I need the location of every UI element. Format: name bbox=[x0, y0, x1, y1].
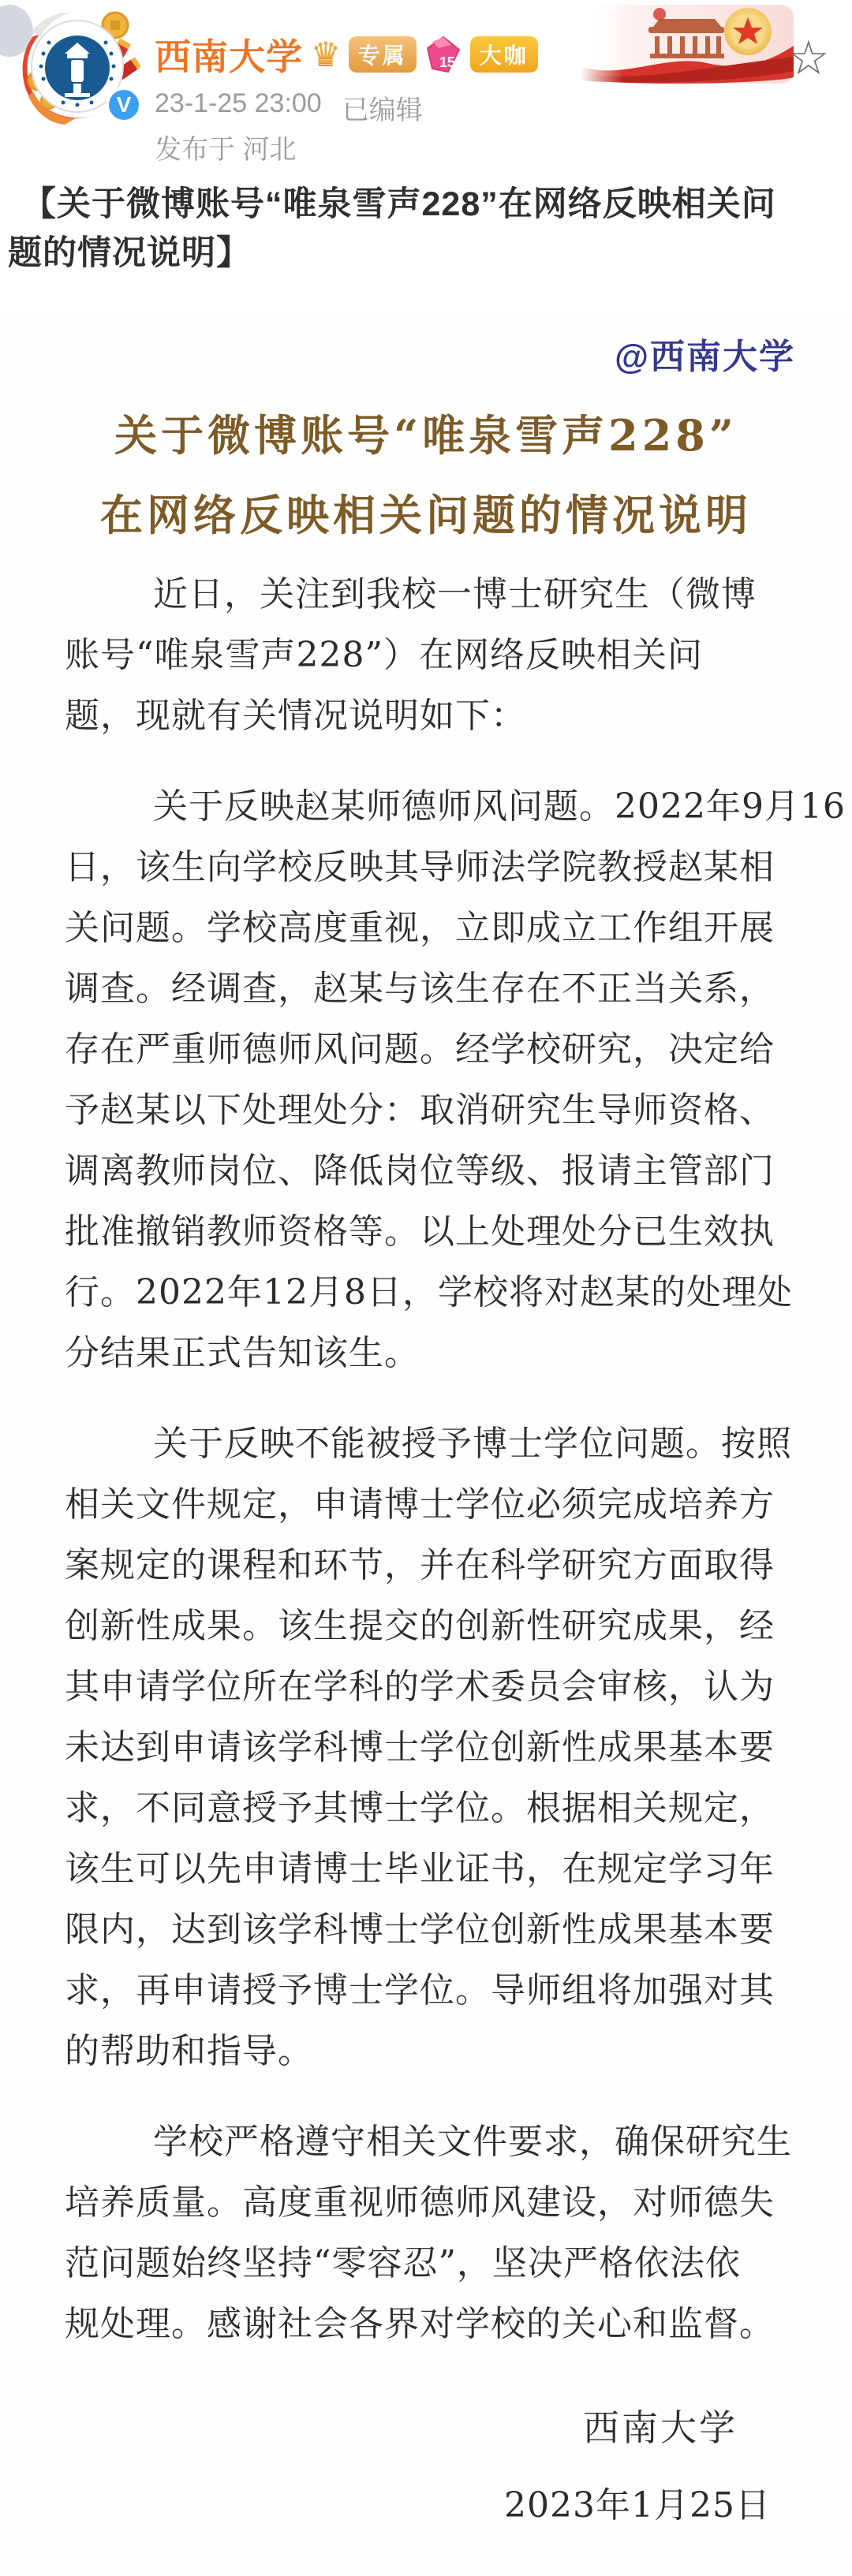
text-line: 案规定的课程和环节，并在科学研究方面取得 bbox=[65, 1545, 775, 1585]
text-line: 关于反映不能被授予博士学位问题。按照 bbox=[153, 1424, 792, 1464]
text-line: 范问题始终坚持“零容忍”，坚决严格依法依 bbox=[65, 2243, 741, 2283]
statement-paragraph bbox=[65, 1413, 792, 2081]
text-line: 在网络反映相关问题的情况说明 bbox=[100, 490, 752, 540]
statement-body bbox=[65, 564, 846, 2354]
text-line: 批准撤销教师资格等。以上处理处分已生效执 bbox=[65, 1211, 775, 1252]
post-location: 发布于 河北 bbox=[155, 135, 297, 165]
text-line: 日，该生向学校反映其导师法学院教授赵某相 bbox=[65, 847, 775, 887]
statement-date: 2023年1月25日 bbox=[504, 2485, 771, 2526]
text-line: 存在严重师德师风问题。经学校研究，决定给 bbox=[65, 1029, 775, 1070]
edited-label: 已编辑 bbox=[342, 95, 423, 125]
vip-diamond-icon bbox=[424, 35, 462, 73]
text-line: 培养质量。高度重视师德师风建设，对师德失 bbox=[65, 2182, 775, 2223]
vip-level-badge[interactable] bbox=[424, 35, 462, 73]
text-line: 其申请学位所在学科的学术委员会审核，认为 bbox=[65, 1667, 775, 1707]
favorite-star-icon[interactable]: ☆ bbox=[787, 32, 830, 84]
text-line: 调离教师岗位、降低岗位等级、报请主管部门 bbox=[65, 1151, 775, 1191]
text-line: 关于反映赵某师德师风问题。2022年9月16 bbox=[153, 786, 846, 827]
daka-badge[interactable]: 大咖 bbox=[470, 36, 538, 73]
verified-badge-icon: V bbox=[106, 87, 142, 123]
statement-watermark: @西南大学 bbox=[615, 338, 795, 376]
avatar[interactable] bbox=[17, 5, 140, 128]
text-line: 学校严格遵守相关文件要求，确保研究生 bbox=[153, 2122, 792, 2162]
post-title-text bbox=[8, 180, 844, 278]
text-line: 限内，达到该学科博士学位创新性成果基本要 bbox=[65, 1910, 775, 1950]
vip-crown-icon[interactable]: ♛ bbox=[311, 35, 341, 73]
text-line: 账号“唯泉雪声228”）在网络反映相关问 bbox=[65, 635, 703, 675]
exclusive-badge[interactable]: 专属 bbox=[349, 36, 417, 73]
text-line: 求，再申请授予博士学位。导师组将加强对其 bbox=[65, 1970, 775, 2010]
post-meta bbox=[155, 88, 423, 127]
text-line: 调查。经调查，赵某与该生存在不正当关系， bbox=[65, 969, 775, 1009]
username[interactable]: 西南大学 bbox=[155, 36, 303, 77]
text-line: 该生可以先申请博士毕业证书，在规定学习年 bbox=[65, 1849, 775, 1889]
post-time: 23-1-25 23:00 bbox=[155, 88, 322, 118]
text-line: 关于微博账号“唯泉雪声228” bbox=[114, 410, 738, 461]
svg-text:15: 15 bbox=[439, 54, 455, 70]
text-line: 求，不同意授予其博士学位。根据相关规定， bbox=[65, 1788, 775, 1828]
statement-paragraph bbox=[65, 2111, 792, 2354]
text-line: 分结果正式告知该生。 bbox=[65, 1333, 420, 1373]
flag-banner-icon bbox=[581, 5, 794, 84]
text-line: 的帮助和指导。 bbox=[65, 2031, 313, 2071]
text-line: 近日，关注到我校一博士研究生（微博 bbox=[153, 574, 757, 614]
text-line: 相关文件规定，申请博士学位必须完成培养方 bbox=[65, 1484, 775, 1525]
statement-paragraph bbox=[65, 564, 787, 746]
text-line: 题，现就有关情况说明如下： bbox=[65, 696, 526, 736]
text-line: 予赵某以下处理处分：取消研究生导师资格、 bbox=[65, 1090, 775, 1130]
text-line: 行。2022年12月8日，学校将对赵某的处理处 bbox=[65, 1272, 793, 1312]
header-banner-image[interactable] bbox=[581, 5, 794, 84]
text-line: 规处理。感谢社会各界对学校的关心和监督。 bbox=[65, 2304, 775, 2344]
statement-title bbox=[0, 396, 852, 555]
text-line: 创新性成果。该生提交的创新性研究成果，经 bbox=[65, 1606, 775, 1646]
text-line: 未达到申请该学科博士学位创新性成果基本要 bbox=[65, 1727, 775, 1768]
statement-signature: 西南大学 bbox=[583, 2406, 738, 2449]
text-line: 题的情况说明】 bbox=[8, 234, 251, 272]
statement-paragraph bbox=[65, 776, 846, 1383]
text-line: 关问题。学校高度重视，立即成立工作组开展 bbox=[65, 908, 775, 948]
statement-image[interactable] bbox=[0, 308, 852, 2576]
text-line: 【关于微博账号“唯泉雪声228”在网络反映相关问 bbox=[22, 185, 776, 223]
